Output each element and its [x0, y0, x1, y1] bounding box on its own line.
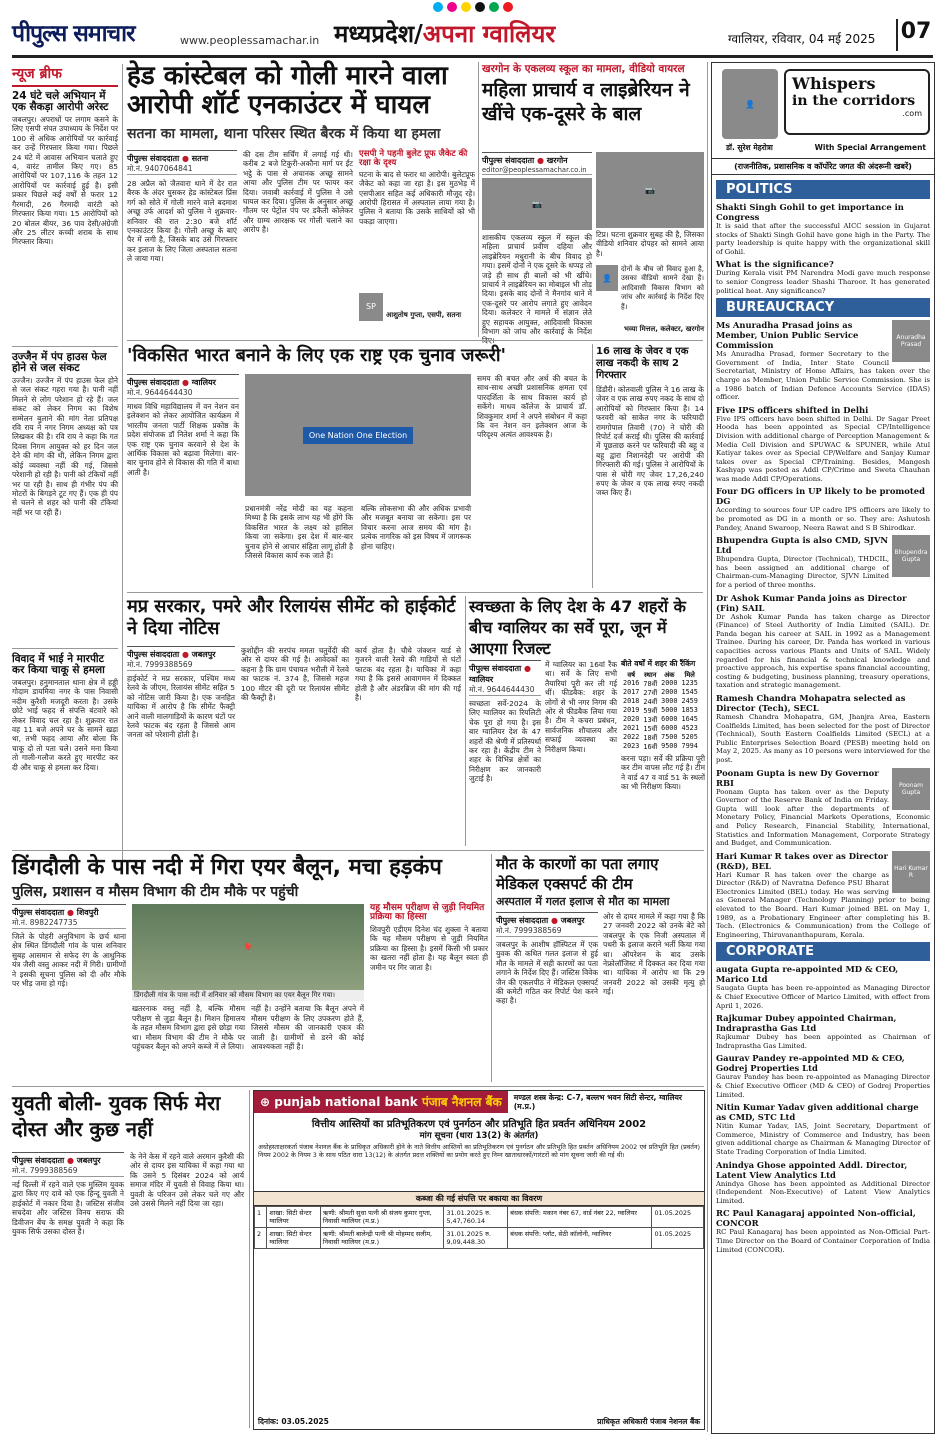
- brief-item: [12, 352, 118, 634]
- whisper-item: [716, 1102, 930, 1156]
- byline: [127, 150, 237, 164]
- ranking-table-box: [621, 660, 705, 814]
- pnb-cell: 31.01.2025 रु. 9,09,448.30: [444, 1228, 508, 1249]
- yuvti-body-1: नई दिल्ली में रहने वाले एक मुस्लिम युवक द्वारा किए गए दावे को एक हिन्दू युवती ने हाईकोर्ट में नकार दिया है। जस्टिस संजीव सचदेवा और जस्टिस विनय सराफ की डिवीजन बेंच के समक्ष युवती ने कहा कि युवक सिर्फ उसका दोस्त है।: [12, 1180, 124, 1237]
- byline-text: पीपुल्स संवाददाता: [127, 650, 180, 659]
- page-number: 07: [896, 19, 934, 51]
- whisper-item: [716, 1053, 930, 1099]
- ranking-cell: 6000: [661, 715, 678, 724]
- jewellery-story: [596, 346, 704, 588]
- whisper-body: Hari Kumar R has taken over the charge as Director (R&D) of Navratna Defence PSU Bharat Electronics Limited (BEL) today. He was serving as General Manager (Technology Planning) prior to being elevated to the Board. Hari Kumar joined BEL on May 1, 1989, as a Probationary Engineer after completing his B. Tech. (Electronics & Communication) from the College of Engineering, Thiruvananthapuram, Kerala.: [716, 870, 930, 939]
- khargone-headline: महिला प्राचार्य व लाइब्रेरियन ने खींचे एक-दूसरे के बाल: [482, 79, 690, 125]
- ranking-row: [621, 679, 700, 688]
- highcourt-col-1: [127, 646, 235, 844]
- swachhta-story: [469, 596, 705, 846]
- ranking-row: [621, 724, 700, 733]
- pnb-cell: ऋणी: श्रीमती बालेन्द्री पत्नी श्री मोहम्मद सलीम, निवासी ग्वालियर (म.प्र.): [320, 1228, 444, 1249]
- khargone-photo-caption: टिप्र। घटना शुक्रवार सुबह की है, जिसका वीडियो शनिवार दोपहर को सामने आया है।: [596, 230, 704, 258]
- whisper-body: During Kerala visit PM Narendra Modi gave much response to senior Congress leader Shashi Tharoor. It has generated political heat. Any significance?: [716, 269, 930, 295]
- khargone-video-still: 📷: [482, 178, 592, 230]
- brief-body: जबलपुर। अपराधों पर लगाम कसने के लिए एसपी संपत उपाध्याय के निर्देश पर 100 से अधिक आरोपियों पर कार्रवाई कर उन्हें गिरफ्तार किया गया। पिछले 24 घंटे में आवास अभियान चलाते हुए 4, वारंट तामील किए गए। 85 आरोपियों पर 107,116 के तहत 12 आरोपियों पर कार्रवाई हुई है। इसी प्रकार पिछले कई वर्षों से फरार 12 गैरमादी, 26 गैरमादी वारंटी को गिरफ्तार किया गया। 15 आरोपियों को 20 बोतल बीयर, 36 पाव देसी/अंग्रेजी और 25 लीटर कच्ची शराब के साथ गिरफ्तार किया।: [12, 115, 118, 247]
- byline-place: खरगोन: [546, 156, 568, 165]
- yuvti-body-2: के नेने केस में रहने वाले अरमान कुरैशी की ओर से दायर इस याचिका में कहा गया था कि उसने 5 दिसंबर 2024 को आर्य समाज मंदिर में युवती से विवाह किया था। युवती के परिजन उसे लेकर चले गए और उसे उससे मिलने नहीं दिया जा रहा।: [130, 1152, 244, 1209]
- crop-dot-green: [489, 2, 499, 12]
- death-subheadline: अस्पताल में गलत इलाज से मौत का मामला: [496, 895, 670, 908]
- section-title-city: अपना ग्वालियर: [422, 19, 556, 48]
- balloon-subheadline: पुलिस, प्रशासन व मौसम विभाग की टीम मौके पर पहुंची: [12, 884, 299, 900]
- whispers-logo-b: in the corridors: [792, 93, 916, 109]
- medical-death-story: [496, 854, 705, 1082]
- columnist-name: डॉ. सुरेश मेहरोत्रा: [726, 143, 773, 152]
- whisper-headline: Poonam Gupta is new Dy Governor RBI: [716, 767, 879, 788]
- poster-text: One Nation One Election: [303, 427, 413, 444]
- crop-dot-yellow: [461, 2, 471, 12]
- whisper-item: [716, 851, 930, 940]
- ranking-cell: 2023: [623, 742, 640, 751]
- swachhta-headline: स्वच्छता के लिए देश के 47 शहरों के बीच ग्वालियर का सर्वे पूरा, जून में आएगा रिजल्ट: [469, 597, 686, 658]
- reporter-mobile: मो.नं. 7999388569: [127, 660, 235, 671]
- printer-crop-marks: [0, 0, 945, 14]
- viksit-body-4: समय की बचत और अर्थ की बचत के साथ-साथ अच्छी प्रशासनिक क्षमता एवं पारदर्शिता के साथ विकास कार्य हो सकेंगे। माधव कॉलेज के प्राचार्य डॉ. शिवकुमार शर्मा ने अपने संबोधन में कहा कि वन नेशन वन इलेक्शन आज के परिदृश्य अत्यंत आवश्यक है।: [477, 374, 587, 440]
- ranking-header-cell: स्थान: [644, 670, 657, 679]
- byline: [482, 152, 592, 166]
- whisper-body: RC Paul Kanagaraj has been appointed as Non-Official Part-Time Director on the Board of Container Corporation of India Limited (CONCOR).: [716, 1228, 930, 1254]
- byline-place: ग्वालियर: [469, 675, 494, 684]
- pnb-table: [254, 1206, 704, 1249]
- pnb-logo: [254, 1091, 508, 1113]
- ranking-cell: 2017: [623, 688, 640, 697]
- lead-body-2: की दस टीम सर्चिंग में लगाई गई थी। करीब 2 बजे टिकुरी-अकौना मार्ग पर ईंट भट्ठे के पास से अचानक अच्छू सामने आया और पुलिस टीम पर फायर कर दिया। जवाबी कार्रवाई में पुलिस ने उसे घायल कर दिया। पुलिस के अनुसार अच्छू गौतम पर पेट्रोल पंप पर डकैती कोलेकर और ग्राम्य आरक्षक पर गोली चलाने का आरोप है।: [243, 150, 353, 235]
- whisper-headline: Bhupendra Gupta is also CMD, SJVN Ltd: [716, 535, 888, 556]
- dot-separator: ●: [181, 650, 189, 659]
- pnb-cell: 2: [255, 1228, 267, 1249]
- lead-headline: हेड कांस्टेबल को गोली मारने वाला आरोपी शॉर्ट एनकाउंटर में घायल: [127, 61, 448, 120]
- portrait-caption: Poonam Gupta: [898, 781, 924, 796]
- khargone-col-1: [482, 152, 592, 351]
- section-title: [334, 17, 555, 50]
- pnb-row: [255, 1207, 704, 1228]
- ranking-cell: 27वीं: [643, 688, 658, 697]
- whisper-item: [716, 486, 930, 532]
- yuvti-story: [12, 1090, 246, 1428]
- whisper-headline: Five IPS officers shifted in Delhi: [716, 404, 869, 415]
- byline-place: जबलपुर: [191, 650, 216, 659]
- ranking-cell: 13वीं: [643, 715, 658, 724]
- whisper-headline: Gaurav Pandey re-appointed MD & CEO, Godrej Properties Ltd: [716, 1053, 905, 1074]
- ranking-cell: 1645: [681, 715, 698, 724]
- crop-dot-red: [503, 2, 513, 12]
- sp-signature: आशुतोष गुप्ता, एसपी, सतना: [386, 311, 462, 320]
- dot-separator: ●: [550, 916, 558, 925]
- byline-text: पीपुल्स संवाददाता: [496, 916, 549, 925]
- whispers-column: [711, 62, 935, 1434]
- jewellery-headline: 16 लाख के जेवर व एक लाख नकदी के साथ 2 गिरफ्तार: [596, 346, 689, 381]
- whisper-body: Dr Ashok Kumar Panda has taken charge as Director (Finance) of Steel Authority of India Limited (SAIL). Dr. Panda began his career at SAIL in 1992 as a Management Trainee. During his career, Dr. Panda has worked in various capacities across various Plants and Units of SAIL. Widely regarded for his financial & technical knowledge and proactive approach, his expertise spans financial accounting, costing & budgeting, business planning, treasury operations, taxation and strategic management.: [716, 612, 930, 690]
- whisper-headline: Hari Kumar R takes over as Director (R&D), BEL: [716, 850, 888, 871]
- whisper-body: Saugata Gupta has been re-appointed as Managing Director & Chief Executive Officer of Marico Limited, with effect from April 1, 2026.: [716, 984, 930, 1010]
- whisper-item: [716, 320, 930, 402]
- viksit-body-3: बल्कि लोकसभा की और अधिक प्रभावी और मजबूत बनाया जा सकेगा। इस पर विचार करना आज समय की मांग है। प्रत्येक नागरिक को इस विषय में जागरूक होना चाहिए।: [361, 504, 471, 551]
- ranking-cell: 1545: [681, 688, 698, 697]
- ranking-cell: 7994: [681, 742, 698, 751]
- byline-text: पीपुल्स संवाददाता: [12, 908, 65, 917]
- whisper-item: [716, 693, 930, 765]
- whisper-headline: Ramesh Chandra Mohapatra selected as Director (Tech), SECL: [716, 692, 906, 713]
- pnb-footer-sign: प्राधिकृत अधिकारी पंजाब नेशनल बैंक: [597, 1417, 700, 1426]
- crop-dot-magenta: [447, 2, 457, 12]
- whisper-body: Nitin Kumar Yadav, IAS, Joint Secretary, Department of Commerce, Ministry of Commerce and Industry, has been given additional charge as Chairman & Managing Director of State Trading Corporation of India Limited.: [716, 1122, 930, 1156]
- highcourt-notice-story: [127, 596, 461, 846]
- whisper-headline: augata Gupta re-appointed MD & CEO, Marico Ltd: [716, 964, 899, 985]
- highcourt-body-1: हाईकोर्ट ने मप्र सरकार, पश्चिम मध्य रेलवे के जीएम, रिलायंस सीमेंट सहित 5 को नोटिस जारी किया है। एक जनहित याचिका में आरोप है कि सीमेंट फैक्ट्री आने वाली मालगाड़ियों के कारण घंटों पर रेलवे फाटक बंद रहता है जिससे आम जनता को परेशानी होती है।: [127, 674, 235, 740]
- ranking-cell: 16वीं: [643, 742, 658, 751]
- news-brief-label: न्यूज ब्रीफ: [12, 64, 118, 87]
- byline: [12, 1152, 124, 1166]
- viksit-bharat-story: [127, 344, 589, 588]
- viksit-body-2: प्रधानमंत्री नरेंद्र मोदी का यह कहना मिथ्या है कि इसके लाभ यह भी होंगे कि विकसित भारत के लक्ष्य को हासिल किया जा सकेगा। इस देश में बार-बार चुनाव होने से आचार संहिता लागू होती है जिससे विकास कार्य रुक जाते हैं।: [245, 504, 353, 561]
- highcourt-body-3: कार्य होता है। चौथे जंक्शन यार्ड से गुजरने वाली रेलवे की गाड़ियों से घंटों फाटक बंद रहता है। याचिका में कहा गया है कि इससे आवागमन में दिक्कत होती है और अंडरब्रिज की मांग की गई है।: [355, 646, 461, 703]
- ranking-cell: 2021: [623, 724, 640, 733]
- portrait-photo: [892, 320, 930, 362]
- whispers-logo-c: .com: [902, 109, 922, 118]
- ranking-cell: 78वीं: [643, 679, 658, 688]
- ranking-cell: 2020: [623, 715, 640, 724]
- khargone-story: [482, 62, 704, 337]
- pnb-cell: शाखा: सिटी सेन्टर ग्वालियर: [267, 1228, 321, 1249]
- swachhta-col-1: [469, 660, 541, 849]
- whisper-headline: Ms Anuradha Prasad joins as Member, Union Public Service Commission: [716, 320, 859, 351]
- byline-text: पीपुल्स संवाददाता: [12, 1156, 65, 1165]
- whisper-body: Ramesh Chandra Mohapatra, GM, Jhanjra Area, Eastern Coalfields Limited, has been selected for the post of Director (Technical), South Eastern Coalfields Limited (SECL) at a Public Enterprises Selection Board (PESB) meeting held on May 2, 2025. As many as 10 persons were interviewed for the post.: [716, 712, 930, 764]
- brief-body: जबलपुर। हनुमानताल थाना क्षेत्र में हड्डी गोदाम डायमिया नगर के पास निवासी नदीम कुरैशी मजदूरी करता है। उसके छोटे भाई फहद से संपत्ति बंटवारे को लेकर विवाद चल रहा है। शुक्रवार रात वह 11 बजे अपने घर के सामने खड़ा था, तभी फहद आया और बोला कि चाकू दो तो पता चले। उसने मना किया तो गाली-गलौज करते हुए मारपीट कर दी और चाकू से हमला कर दिया।: [12, 678, 118, 772]
- section-band-bureaucracy: BUREAUCRACY: [716, 298, 930, 317]
- whispers-logo: [784, 69, 930, 135]
- section-band-corporate: CORPORATE: [716, 942, 930, 961]
- pnb-subtitle: मांग सूचना (धारा 13(2) के अंतर्गत): [419, 1131, 539, 1141]
- khargone-col-2: [596, 152, 704, 334]
- dot-separator: ●: [66, 1156, 74, 1165]
- whisper-item: [716, 768, 930, 848]
- whisper-body: It is said that after the successful AICC session in Gujarat stocks of Shakti Singh Gohil have gone high in the Party. The party leadership is quite happy with the organizational skill of Gohil.: [716, 222, 930, 256]
- portrait-caption: Anuradha Prasad: [896, 334, 926, 349]
- reporter-mobile: मो.नं. 8982247735: [12, 918, 126, 929]
- swachhta-body-1: स्वच्छता सर्वे-2024 के लिए ग्वालियर का रियलिटी चेक पूरा हो गया है। इस बार ग्वालियर देश के 47 शहरों की श्रेणी में प्रतिस्पर्धा कर रहा है। केंद्रीय टीम ने शहर के विभिन्न क्षेत्रों का निरीक्षण कर जानकारी जुटाई है।: [469, 699, 541, 784]
- byline: [496, 912, 598, 926]
- brief-title: विवाद में भाई ने मारपीट कर किया चाकू से हमला: [12, 653, 105, 677]
- portrait-caption: Bhupendra Gupta: [894, 549, 928, 564]
- balloon-story: [12, 854, 488, 1082]
- byline-text: पीपुल्स संवाददाता: [482, 156, 535, 165]
- ranking-cell: 2019: [623, 706, 640, 715]
- viksit-body-1: माधव विधि महाविद्यालय में वन नेशन वन इलेक्शन को लेकर आयोजित कार्यक्रम में भारतीय जनता पार्टी शिक्षक प्रकोष्ठ के प्रदेश संयोजक डॉ नितेश शर्मा ने कहा कि एक राष्ट्र एक चुनाव करवाने से देश के आर्थिक विकास को बढ़ावा मिलेगा। बार-बार चुनाव होने से विकास की गति में बाधा आती है।: [127, 402, 239, 477]
- whispers-sections: [712, 175, 934, 1259]
- sp-photo: SP: [359, 293, 383, 321]
- yuvti-headline: युवती बोली- युवक सिर्फ मेरा दोस्त और कुछ नहीं: [12, 1091, 221, 1141]
- ranking-header-row: [621, 670, 700, 679]
- news-brief-column: [12, 64, 118, 944]
- reporter-mobile: मो.नं. 7999388569: [496, 926, 598, 937]
- ranking-cell: 6000: [661, 724, 678, 733]
- portrait-photo: [892, 851, 930, 893]
- whisper-body: Bhupendra Gupta, Director (Technical), THDCIL, has been assigned an additional charge of Chairman-cum-Managing Director, SJVN Limited for a period of three months.: [716, 555, 889, 590]
- brief-body: उज्जैन। उज्जैन में पंप हाउस फेल होने से जल संकट गहरा गया है। पानी नहीं मिलने से लोग परेशान हो रहे हैं। जल संकट को लेकर निगम का विशेष सम्मेलन बुलाने की मांग नेता प्रतिपक्ष रवि राय ने नगर निगम अध्यक्ष को पत्र लिखकर की है। रवि राय ने कहा कि गत दिवस निगम आयुक्त को हर दिन जल देने की मांग की थी, लेकिन निगम द्वारा कोई व्यवस्था नहीं की गई, जिससे परेशानी हो रही है। पानी को टंकियों नहीं भर पा रही है। साथ ही गंभीर पंप की मोटरों के बिगड़ने टूट गए हैं। एक ही पंप से चलने से शहर को पानी की टंकियां नहीं भर पा रही हैं।: [12, 376, 118, 517]
- arrangement-note: With Special Arrangement: [814, 143, 926, 152]
- ranking-cell: 24वीं: [643, 697, 658, 706]
- whisper-item: [716, 1013, 930, 1050]
- whisper-headline: Dr Ashok Kumar Panda joins as Director (Fin) SAIL: [716, 592, 907, 613]
- byline: [127, 646, 235, 660]
- pnb-cell: 01.05.2025: [652, 1207, 704, 1228]
- byline-text: पीपुल्स संवाददाता: [469, 664, 522, 673]
- website-url[interactable]: www.peoplessamachar.in: [180, 34, 320, 47]
- pnb-name-en: punjab national bank: [274, 1095, 418, 1109]
- ranking-row: [621, 733, 700, 742]
- ranking-cell: 5205: [681, 733, 698, 742]
- death-headline: मौत के कारणों का पता लगाए मेडिकल एक्सपर्ट की टीम: [496, 855, 659, 893]
- pnb-cell: ऋणी: श्रीमती सुधा पत्नी श्री संजय कुमार गुप्ता, निवासी ग्वालियर (म.प्र.): [320, 1207, 444, 1228]
- ranking-title: बीते वर्षों में शहर की रैंकिंग: [621, 659, 696, 668]
- dot-separator: ●: [523, 664, 531, 673]
- lead-box-title: एसपी ने पहनी बुलेट प्रूफ जैकेट की रक्षा के दृश्य: [359, 149, 468, 168]
- reporter-mobile: मो.नं. 9644644430: [127, 388, 239, 399]
- ranking-cell: 9500: [661, 742, 678, 751]
- columnist-photo: 👤: [722, 69, 778, 139]
- byline-text: पीपुल्स संवाददाता: [127, 154, 180, 163]
- ranking-cell: 2018: [623, 697, 640, 706]
- balloon-photo: 🎈: [132, 904, 364, 990]
- ranking-cell: 2016: [623, 679, 640, 688]
- whisper-item: [716, 1208, 930, 1254]
- pnb-row: [255, 1228, 704, 1249]
- khargone-body: शासकीय एकलव्य स्कूल में स्कूल की महिला प्राचार्य प्रवीण दहिया और लाइब्रेरियन मधुरानी के बीच विवाद हो गया। इसमें दोनों ने एक दूसरे के थप्पड़ तो जड़े ही साथ ही बालों को भी खींचे। प्राचार्य ने लाइब्रेरियन का मोबाइल भी तोड़ दिया। इसके बाद दोनों ने मैनगांव थाने में एक-दूसरे पर आरोप लगाते हुए आवेदन दिया। कलेक्टर ने मामले में संज्ञान लेते हुए सहायक आयुक्त, आदिवासी विकास विभाग को जांच और कार्रवाई के निर्देश: [482, 233, 592, 337]
- issue-date: ग्वालियर, रविवार, 04 मई 2025: [728, 32, 876, 46]
- pnb-header: [254, 1091, 704, 1113]
- whisper-item: [716, 964, 930, 1010]
- balloon-headline: डिंगदौली के पास नदी में गिरा एयर बैलून, मचा हड़कंप: [12, 855, 442, 880]
- death-body-1: जबलपुर के आशीष हॉस्पिटल में एक युवक की कथित गलत इलाज से हुई मौत के मामले में सही कारणों का पता लगाने के निर्देश दिए हैं। जस्टिस विवेक जैन की एकलपीठ ने मेडिकल एक्सपर्ट की कमेटी गठित कर रिपोर्ट पेश करने कहा है।: [496, 940, 598, 1006]
- balloon-body-2: खतरनाक वस्तु नहीं है, बल्कि मौसम परीक्षण से जुड़ा बैलून है। मिशन हिमालय के तहत मौसम विभाग द्वारा इसे छोड़ा गया था। मौसम विभाग की टीम ने मौके पर पहुंचकर बैलून को अपने कब्जे में ले लिया।: [132, 1004, 245, 1052]
- pnb-cell: शाखा: सिटी सेन्टर ग्वालियर: [267, 1207, 321, 1228]
- crop-dot-cyan: [433, 2, 443, 12]
- whispers-logo-a: Whispers: [792, 74, 876, 93]
- ranking-row: [621, 706, 700, 715]
- khargone-photo: 📷: [596, 152, 704, 228]
- whispers-strap: (राजनीतिक, प्रशासनिक व कॉर्पोरेट जगत की अंदरूनी खबरें): [712, 159, 934, 175]
- ranking-row: [621, 688, 700, 697]
- brief-item: [12, 91, 118, 319]
- highcourt-headline: मप्र सरकार, पमरे और रिलायंस सीमेंट को हाईकोर्ट ने दिया नोटिस: [127, 596, 456, 639]
- balloon-body-1: जिले के पोहरी अनुविभाग के छर्च थाना क्षेत्र स्थित डिंगदौली गांव के पास शनिवार सुबह आसमान से सफेद रंग के आधुनिक यंत्र जैसी वस्तु आकर नदी में गिरी। ग्रामीणों ने इसकी सूचना पुलिस को दी और मौके पर भीड़ जमा हो गई।: [12, 932, 126, 989]
- byline-place: ग्वालियर: [191, 378, 216, 387]
- dot-separator: ●: [181, 378, 189, 387]
- whisper-body: Rajkumar Dubey has been appointed as Chairman of Indraprastha Gas Limited.: [716, 1033, 930, 1050]
- collector-photo: 👤: [596, 265, 618, 291]
- lead-subheadline: सतना का मामला, थाना परिसर स्थित बैरक में किया था हमला: [127, 126, 441, 142]
- lead-col-1: [127, 150, 237, 339]
- pnb-notice-ad: [253, 1090, 705, 1430]
- pnb-footer-date: दिनांक: 03.05.2025: [258, 1417, 329, 1426]
- ranking-cell: 18वीं: [643, 733, 658, 742]
- ranking-cell: 5000: [661, 706, 678, 715]
- whisper-headline: What is the significance?: [716, 259, 834, 270]
- khargone-kicker: खरगोन के एकलव्य स्कूल का मामला, वीडियो वायरल: [482, 63, 685, 75]
- balloon-box-title: यह मौसम परीक्षण से जुड़ी नियमित प्रक्रिया का हिस्सा: [370, 903, 485, 923]
- whisper-item: [716, 1160, 930, 1206]
- lead-side-box: [359, 150, 475, 335]
- dot-separator: ●: [66, 908, 74, 917]
- ranking-cell: 1235: [681, 679, 698, 688]
- pnb-table-heading: कब्जा की गई संपत्ति पर बकाया का विवरण: [254, 1191, 704, 1206]
- pnb-name-hi: पंजाब नैशनल बैंक: [421, 1095, 502, 1109]
- viksit-event-photo: [245, 374, 471, 496]
- pnb-cell: 01.05.2025: [652, 1228, 704, 1249]
- byline: [12, 904, 126, 918]
- reporter-mobile: मो.नं. 9644644430: [469, 685, 541, 696]
- whisper-headline: Four DG officers in UP likely to be promoted DG: [716, 486, 925, 507]
- reporter-mobile: मो.नं. 7999388569: [12, 1166, 124, 1177]
- page-header: [12, 14, 933, 58]
- pnb-cell: बंधक संपत्ति: मकान नंबर 67, वार्ड नंबर 22, ग्वालियर: [508, 1207, 652, 1228]
- crop-dot-black: [475, 2, 485, 12]
- lead-body-3: घटना के बाद से फरार था आरोपी। बुलेटप्रूफ जैकेट को कहा जा रहा है। इस मुठभेड़ में एसपीआर सहित कई अधिकारी मौजूद रहे। आरोपी हिरासत में अस्पताल लाया गया है। पुलिस ने बताया कि उसके साथियों को भी पकड़ा जाएगा।: [359, 169, 475, 226]
- ranking-cell: 2459: [681, 697, 698, 706]
- ranking-cell: 59वीं: [643, 706, 658, 715]
- death-body-2: ओर से दायर मामले में कहा गया है कि 27 जनवरी 2022 को उनके बेटे को जबलपुर के एक निजी अस्पताल में पथरी के इलाज कराने भर्ती किया गया था। ऑपरेशन के बाद उसके नेफ्रोलॉजिस्ट में दिक्कत कर दिया गया था। याचिका में आरोप था कि 29 जनवरी 2022 को उसकी मृत्यु हो गई।: [603, 912, 705, 997]
- ranking-row: [621, 715, 700, 724]
- reporter-mobile: मो.नं. 9407064841: [127, 164, 237, 175]
- portrait-photo: [892, 535, 930, 577]
- byline-place: जबलपुर: [560, 916, 585, 925]
- death-col-1: [496, 912, 598, 1072]
- ranking-header-cell: अंक: [664, 670, 675, 679]
- highcourt-body-2: कुशोद्दीन की सरपंच ममता चतुर्वेदी की ओर से दायर की गई है। आवेदकों का कहना है कि ग्राम पंचायत भरौली में रेलवे का फाटक नं. 374 है, जिससे महज 100 मीटर की दूरी पर रिलायंस सीमेंट की फैक्ट्री है।: [241, 646, 349, 703]
- whisper-headline: Anindya Ghose appointed Addl. Director, Latent View Analytics Ltd: [716, 1159, 908, 1180]
- whisper-headline: Rajkumar Dubey appointed Chairman, Indraprastha Gas Ltd: [716, 1013, 897, 1034]
- swachhta-body-2: में ग्वालियर का 16वां रैंक था। सर्वे के लिए सभी तैयारियां पूरी कर ली गई थीं। फीडबैक: शहर के लोगों से भी नगर निगम की ओर से फीडबैक लिया गया है। टीम ने कचरा प्रबंधन, सार्वजनिक शौचालय और सफाई व्यवस्था का निरीक्षण किया।: [545, 660, 617, 754]
- brief-title: 24 घंटे चले अभियान में एक सैकड़ा आरोपी अरेस्ट: [12, 90, 109, 114]
- byline: [469, 660, 541, 685]
- viksit-headline: 'विकसित भारत बनाने के लिए एक राष्ट्र एक चुनाव जरूरी': [127, 345, 507, 366]
- whisper-body: Anindya Ghose has been appointed as Additional Director (Independent Non-Executive) of Latent View Analytics Limited.: [716, 1179, 930, 1205]
- balloon-photo-caption: डिंगदौली गांव के पास नदी में शनिवार को मौसम विभाग का एयर बैलून गिर गया।: [132, 990, 364, 1001]
- whispers-header: [712, 63, 934, 159]
- ranking-cell: 2000: [661, 679, 678, 688]
- whisper-item: [716, 259, 930, 295]
- balloon-body-3: नहीं है। उन्होंने बताया कि बैलून अपने में मौसम परीक्षण के लिए उपकरण होते हैं, जिससे मौसम की जानकारी एकत्र की जाती है। ग्रामीणों से डरने की कोई आवश्यकता नहीं है।: [251, 1004, 364, 1052]
- byline-text: पीपुल्स संवाददाता: [127, 378, 180, 387]
- whisper-body: Five IPS officers have been shifted in Delhi. Dr Sagar Preet Hooda has been appointed as Special CP/Intelligence Division with additional charge of Perception Management & Media Cell Division and SPUWAC & SPUNER, while Atul Katiyar takes over as Special CP/Welfare and Sanjay Kumar takes over as Special CP/Training. Besides, Mangesh Kashyap was posted as Addl CP/Crime and Sweta Chauhan was made Addl CP/Operations.: [716, 414, 930, 483]
- balloon-side-box: [370, 904, 488, 1082]
- whisper-body: Ms Anuradha Prasad, former Secretary to the Government of India, Inter State Council Secretariat, Ministry of Home Affairs, has taken over the charge as Member, Union Public Service Commission. She is a 1986 batch of Indian Defence Accounts Service (IDAS) officer.: [716, 350, 930, 402]
- portrait-caption: Hari Kumar R: [894, 864, 928, 879]
- viksit-col-1: [127, 374, 239, 582]
- swachhta-tail: करना पड़ा। सर्वे की प्रक्रिया पूरी कर टीम वापस लौट गई है। टीम ने वार्ड 47 व वार्ड 51 के स्थलों का भी निरीक्षण किया।: [621, 753, 705, 792]
- portrait-photo: [892, 768, 930, 810]
- pnb-office: मण्डल शस्त्र केन्द्र: C-7, बल्लभ भवन सिटी सेन्टर, ग्वालियर (म.प्र.): [513, 1093, 683, 1111]
- whisper-headline: RC Paul Kanagaraj appointed Non-official, CONCOR: [716, 1208, 916, 1229]
- masthead-logo: [12, 16, 172, 54]
- pnb-title: वित्तीय आस्तियों का प्रतिभूतिकरण एवं पुनर्गठन और प्रतिभूति हित प्रवर्तन अधिनियम 2002: [311, 1119, 647, 1130]
- ranking-cell: 3000: [661, 697, 678, 706]
- ranking-cell: 15वीं: [643, 724, 658, 733]
- bank-icon: ⊕: [260, 1095, 271, 1109]
- byline-place: शिवपुरी: [76, 908, 99, 917]
- ranking-header-cell: मिले: [684, 670, 695, 679]
- dot-separator: ●: [536, 156, 544, 165]
- ranking-cell: 4523: [681, 724, 698, 733]
- lead-body-1: 28 अप्रैल को जैतवारा थाने में देर रात बैरक के अंदर घुसकर हेड कांस्टेबल प्रिंस गर्ग को सोते में गोली मारने वाले बदमाश अच्छू उर्फ आदर्श को पुलिस ने शुक्रवार-शनिवार की रात 2:30 बजे शॉर्ट एनकाउंटर किया है। गोली अच्छू के बाएं पैर में लगी है, जिसके बाद उसे गिरफ्तार कर इलाज के लिए जिला अस्पताल सतना ले जाया गया।: [127, 179, 237, 264]
- whisper-body: Gaurav Pandey has been re-appointed as Managing Director & Chief Executive Officer (MD & CEO) of Godrej Properties Limited.: [716, 1073, 930, 1099]
- editor-email[interactable]: editor@peoplessamachar.co.in: [482, 166, 592, 175]
- jewellery-body: डिंडौरी। कोतवाली पुलिस ने 16 लाख के जेवर व एक लाख रुपए नकद के साथ दो आरोपियों को गिरफ्तार किया है। 14 फरवरी को साकेत नगर के फरियादी रामगोपाल तिवारी (70) ने चोरी की रिपोर्ट दर्ज कराई थी। पुलिस की कार्रवाई में पूछताछ करने पर फरियादी की बहू व बहू द्वारा निशानदेही पर आरोपी की गिरफ्तारी की गई। पुलिस ने आरोपियों के पास से चोरी गए जेवर 17,26,240 रुपए के जेवर व एक लाख रुपए नकदी जब्त किए हैं।: [596, 385, 704, 498]
- balloon-col-1: [12, 904, 126, 1082]
- whisper-body: According to sources four UP cadre IPS officers are likely to be promoted as DG in a month or so. They are: Ashutosh Pandey, Anand Swaroop, Neera Rawat and S B Shirodkar.: [716, 506, 930, 532]
- whisper-headline: Nitin Kumar Yadav given additional charge as CMD, STC Ltd: [716, 1102, 919, 1123]
- ranking-row: [621, 742, 700, 751]
- ranking-header-cell: वर्ष: [627, 670, 636, 679]
- whisper-item: [716, 202, 930, 256]
- yuvti-col-1: [12, 1152, 124, 1424]
- brief-title: उज्जैन में पंप हाउस फेल होने से जल संकट: [12, 351, 107, 375]
- whisper-headline: Shakti Singh Gohil to get importance in Congress: [716, 202, 904, 222]
- ranking-cell: 2000: [661, 688, 678, 697]
- collector-signature: भव्या मित्तल, कलेक्टर, खरगोन: [624, 325, 704, 333]
- section-title-state: मध्यप्रदेश/: [334, 19, 423, 48]
- dot-separator: ●: [181, 154, 189, 163]
- ranking-table: [621, 670, 700, 751]
- byline-place: जबलपुर: [76, 1156, 101, 1165]
- pnb-cell: 1: [255, 1207, 267, 1228]
- ranking-cell: 2022: [623, 733, 640, 742]
- balloon-photo-block: [132, 904, 364, 1082]
- byline: [127, 374, 239, 388]
- collector-quote: दोनों के बीच जो विवाद हुआ है, उसका वीडियो सामने देखा है। आदिवासी विकास विभाग को जांच और कार्रवाई के निर्देश दिए हैं।: [621, 265, 704, 311]
- whisper-item: [716, 593, 930, 690]
- pnb-cell: 31.01.2025 रु. 5,47,760.14: [444, 1207, 508, 1228]
- masthead-logo-text: पीपुल्स समाचार: [12, 21, 135, 47]
- byline-place: सतना: [191, 154, 209, 163]
- whisper-item: [716, 535, 930, 589]
- section-band-politics: POLITICS: [716, 180, 930, 199]
- pnb-cell: बंधक संपत्ति: प्लॉट, सेठी कॉलोनी, ग्वालियर: [508, 1228, 652, 1249]
- pnb-intro: अधोहस्ताक्षरकर्ता पंजाब नेशनल बैंक के प्राधिकृत अधिकारी होने के नाते वित्तीय आस्तियों का प्रतिभूतिकरण एवं पुनर्गठन और प्रतिभूति हित प्रवर्तन अधिनियम 2002 एवं प्रतिभूति हित (प्रवर्तन) नियम 2002 के नियम 3 के साथ पठित धारा 13(12) के अंतर्गत प्रदत्त शक्तियों का प्रयोग करते हुए निम्न खाताधारकों/गारंटरों को मांग सूचना जारी की गई थी।: [258, 1143, 700, 1159]
- ranking-cell: 7500: [661, 733, 678, 742]
- whisper-body: Poonam Gupta has taken over as the Deputy Governor of the Reserve Bank of India on Friday. Gupta will look after the departments of Monetary Policy, Financial Markets Operations, Economic and Policy Research, Financial Stability, International, Statistics and Information Management, Corporate Strategy and Budget, and Communication.: [716, 787, 930, 848]
- lead-story: [127, 62, 475, 337]
- ranking-row: [621, 697, 700, 706]
- ranking-cell: 1853: [681, 706, 698, 715]
- whisper-item: [716, 405, 930, 484]
- balloon-box-body: शिवपुरी एडीएम दिनेश चंद शुक्ला ने बताया कि यह मौसम परीक्षण से जुड़ी नियमित प्रक्रिया का हिस्सा है। इसमें किसी भी प्रकार का खतरा नहीं होता है। यह बैलून स्वतः ही जमीन पर गिर जाता है।: [370, 924, 488, 972]
